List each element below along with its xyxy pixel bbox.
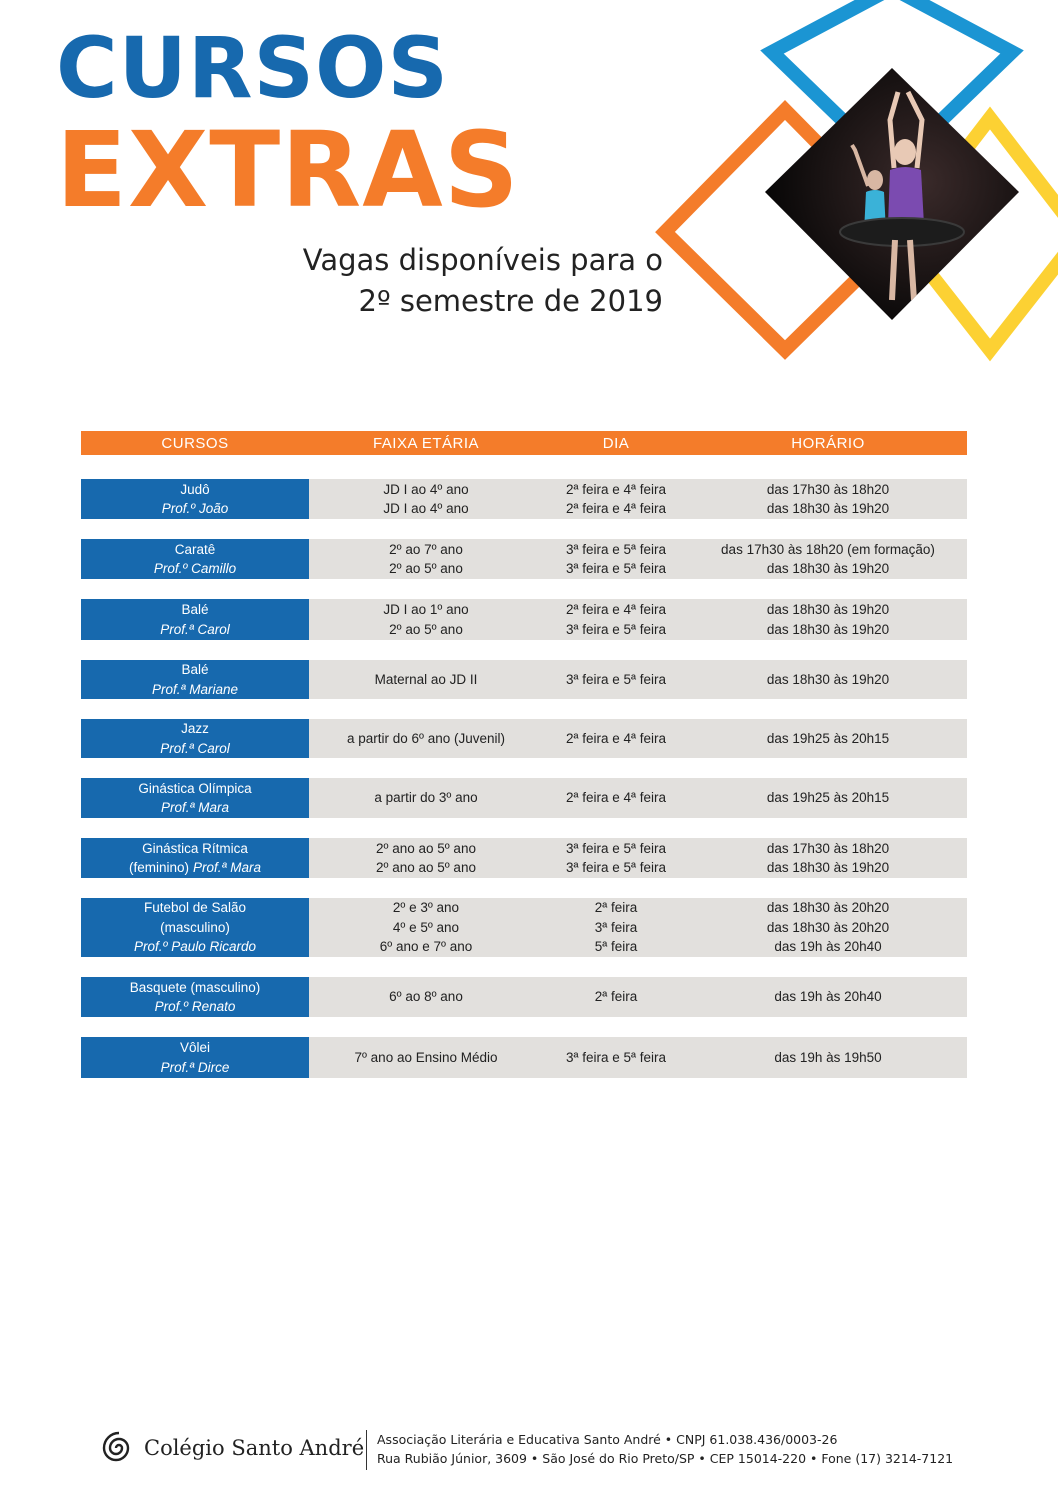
course-cell <box>81 1037 309 1078</box>
age-range-cell <box>309 778 543 818</box>
course-name: Vôlei <box>179 1040 211 1055</box>
age-range-value: 2º e 3º ano <box>392 900 460 916</box>
age-range-value: 2º ao 5º ano <box>389 621 463 637</box>
courses-table <box>81 431 967 1078</box>
day-value: 5ª feira <box>594 939 638 955</box>
time-value: das 18h30 às 19h20 <box>766 501 890 516</box>
day-value: 3ª feira e 5ª feira <box>565 671 667 687</box>
age-range-value: 2º ao 5º ano <box>389 561 463 576</box>
time-value: das 19h às 20h40 <box>774 989 882 1005</box>
table-row <box>81 719 967 758</box>
time-cell <box>689 977 967 1017</box>
time-value: das 18h30 às 20h20 <box>766 900 890 916</box>
header-horario: HORÁRIO <box>791 434 865 452</box>
age-range-value: a partir do 6º ano (Juvenil) <box>346 730 505 746</box>
course-name: Jazz <box>181 721 209 736</box>
time-value: das 19h às 20h40 <box>774 939 882 955</box>
header-dia: DIA <box>602 434 630 452</box>
age-range-value: Maternal ao JD II <box>374 671 478 687</box>
title-cursos: CURSOS <box>56 19 449 117</box>
dancer-photo <box>760 60 1030 330</box>
teacher-name: Prof.º Camillo <box>153 561 237 576</box>
course-cell <box>81 719 309 758</box>
teacher-name: Prof.ª Mara <box>193 860 262 875</box>
age-range-value: 2º ao 7º ano <box>389 541 463 557</box>
time-cell <box>689 719 967 758</box>
teacher-name: Prof.º João <box>161 501 229 516</box>
course-cell <box>81 778 309 818</box>
table-row <box>81 898 967 957</box>
teacher-name: Prof.ª Dirce <box>160 1059 230 1075</box>
logo-text: Colégio Santo André <box>144 1436 365 1460</box>
course-line <box>129 858 261 878</box>
day-value: 2ª feira e 4ª feira <box>565 730 667 746</box>
time-cell <box>689 778 967 818</box>
subtitle-line1: Vagas disponíveis para o <box>302 243 663 277</box>
teacher-name: Prof.ª Mariane <box>151 681 239 697</box>
age-range-cell <box>309 599 543 640</box>
time-cell <box>689 898 967 957</box>
course-name: Caratê <box>174 541 216 557</box>
time-value: das 18h30 às 20h20 <box>766 919 890 935</box>
teacher-name: Prof.º Renato <box>154 999 236 1014</box>
day-cell <box>543 660 689 699</box>
day-value: 2ª feira e 4ª feira <box>565 790 667 806</box>
day-cell <box>543 599 689 640</box>
time-cell <box>689 479 967 519</box>
age-range-value: 6º ano e 7º ano <box>379 939 473 955</box>
decorative-diamonds-with-dancer-photo <box>640 0 1058 370</box>
age-range-value: 4º e 5º ano <box>392 919 460 935</box>
course-name: Ginástica Olímpica <box>138 780 252 796</box>
age-range-cell <box>309 1037 543 1078</box>
time-value: das 18h30 às 19h20 <box>766 602 890 617</box>
table-row <box>81 660 967 699</box>
day-cell <box>543 479 689 519</box>
day-value: 3ª feira e 5ª feira <box>565 561 667 576</box>
day-value: 3ª feira e 5ª feira <box>565 860 667 875</box>
age-range-value: 2º ano ao 5º ano <box>376 860 476 875</box>
time-cell <box>689 838 967 878</box>
course-cell <box>81 539 309 579</box>
day-value: 2ª feira <box>594 900 638 916</box>
age-range-value: 7º ano ao Ensino Médio <box>354 1049 498 1065</box>
day-cell <box>543 1037 689 1078</box>
table-row <box>81 778 967 818</box>
time-value: das 17h30 às 18h20 <box>766 840 890 856</box>
day-value: 3ª feira <box>594 919 638 935</box>
time-value: das 18h30 às 19h20 <box>766 860 890 875</box>
course-name: Basquete (masculino) <box>129 979 261 995</box>
time-value: das 17h30 às 18h20 (em formação) <box>721 541 935 557</box>
header-cursos: CURSOS <box>161 434 229 452</box>
teacher-name: Prof.ª Carol <box>160 740 230 756</box>
time-value: das 18h30 às 19h20 <box>766 671 890 687</box>
course-cell <box>81 479 309 519</box>
teacher-name: Prof.ª Carol <box>160 621 230 637</box>
subtitle-line2: 2º semestre de 2019 <box>358 283 663 318</box>
day-value: 3ª feira e 5ª feira <box>565 541 667 557</box>
course-name: Ginástica Rítmica <box>142 840 248 856</box>
day-cell <box>543 898 689 957</box>
footer-divider <box>366 1430 367 1470</box>
age-range-cell <box>309 898 543 957</box>
day-cell <box>543 977 689 1017</box>
course-name: Futebol de Salão <box>143 900 247 916</box>
day-value: 2ª feira e 4ª feira <box>565 481 667 497</box>
time-value: das 17h30 às 18h20 <box>766 481 890 497</box>
time-cell <box>689 660 967 699</box>
age-range-cell <box>309 977 543 1017</box>
time-value: das 18h30 às 19h20 <box>766 621 890 637</box>
age-range-value: JD I ao 1º ano <box>383 602 469 617</box>
table-row <box>81 977 967 1017</box>
time-value: das 19h25 às 20h15 <box>766 730 890 746</box>
footer-line1: Associação Literária e Educativa Santo André • CNPJ 61.038.436/0003-26 <box>377 1432 838 1447</box>
day-value: 2ª feira e 4ª feira <box>565 602 667 617</box>
age-range-cell <box>309 719 543 758</box>
time-cell <box>689 539 967 579</box>
header-faixa-etaria: FAIXA ETÁRIA <box>372 434 480 452</box>
teacher-name: Prof.º Paulo Ricardo <box>134 939 256 955</box>
table-row <box>81 838 967 878</box>
day-value: 3ª feira e 5ª feira <box>565 1049 667 1065</box>
footer-line2: Rua Rubião Júnior, 3609 • São José do Rio Preto/SP • CEP 15014-220 • Fone (17) 3214-7121 <box>377 1451 954 1466</box>
time-cell <box>689 599 967 640</box>
age-range-cell <box>309 838 543 878</box>
age-range-cell <box>309 539 543 579</box>
age-range-value: JD I ao 4º ano <box>383 501 469 516</box>
day-cell <box>543 778 689 818</box>
time-value: das 18h30 às 19h20 <box>766 561 890 576</box>
footer <box>100 1428 970 1474</box>
course-name: (masculino) <box>160 919 230 935</box>
day-value: 2ª feira <box>594 989 638 1005</box>
day-cell <box>543 539 689 579</box>
day-cell <box>543 838 689 878</box>
course-name: Balé <box>181 662 209 677</box>
school-logo <box>100 1428 364 1468</box>
course-cell <box>81 660 309 699</box>
table-row <box>81 1037 967 1078</box>
table-row <box>81 479 967 519</box>
age-range-value: a partir do 3º ano <box>374 790 478 806</box>
course-name: Judô <box>180 481 210 497</box>
age-range-value: 2º ano ao 5º ano <box>376 840 476 856</box>
course-cell <box>81 838 309 878</box>
course-name: Balé <box>181 602 209 617</box>
age-range-value: 6º ao 8º ano <box>389 989 463 1005</box>
course-name: (feminino) <box>128 860 189 875</box>
course-cell <box>81 977 309 1017</box>
day-value: 3ª feira e 5ª feira <box>565 840 667 856</box>
day-value: 3ª feira e 5ª feira <box>565 621 667 637</box>
day-cell <box>543 719 689 758</box>
time-value: das 19h às 19h50 <box>774 1049 882 1065</box>
age-range-cell <box>309 660 543 699</box>
age-range-value: JD I ao 4º ano <box>383 481 469 497</box>
time-cell <box>689 1037 967 1078</box>
teacher-name: Prof.ª Mara <box>160 800 229 815</box>
course-cell <box>81 599 309 640</box>
time-value: das 19h25 às 20h15 <box>766 790 890 806</box>
footer-info <box>377 1430 953 1468</box>
table-body <box>81 479 967 1078</box>
age-range-cell <box>309 479 543 519</box>
title-extras: EXTRAS <box>56 109 520 231</box>
course-cell <box>81 898 309 957</box>
swirl-logo-icon <box>100 1428 138 1468</box>
table-header <box>81 431 967 455</box>
day-value: 2ª feira e 4ª feira <box>565 501 667 516</box>
subtitle <box>303 240 663 321</box>
table-row <box>81 539 967 579</box>
table-row <box>81 599 967 640</box>
